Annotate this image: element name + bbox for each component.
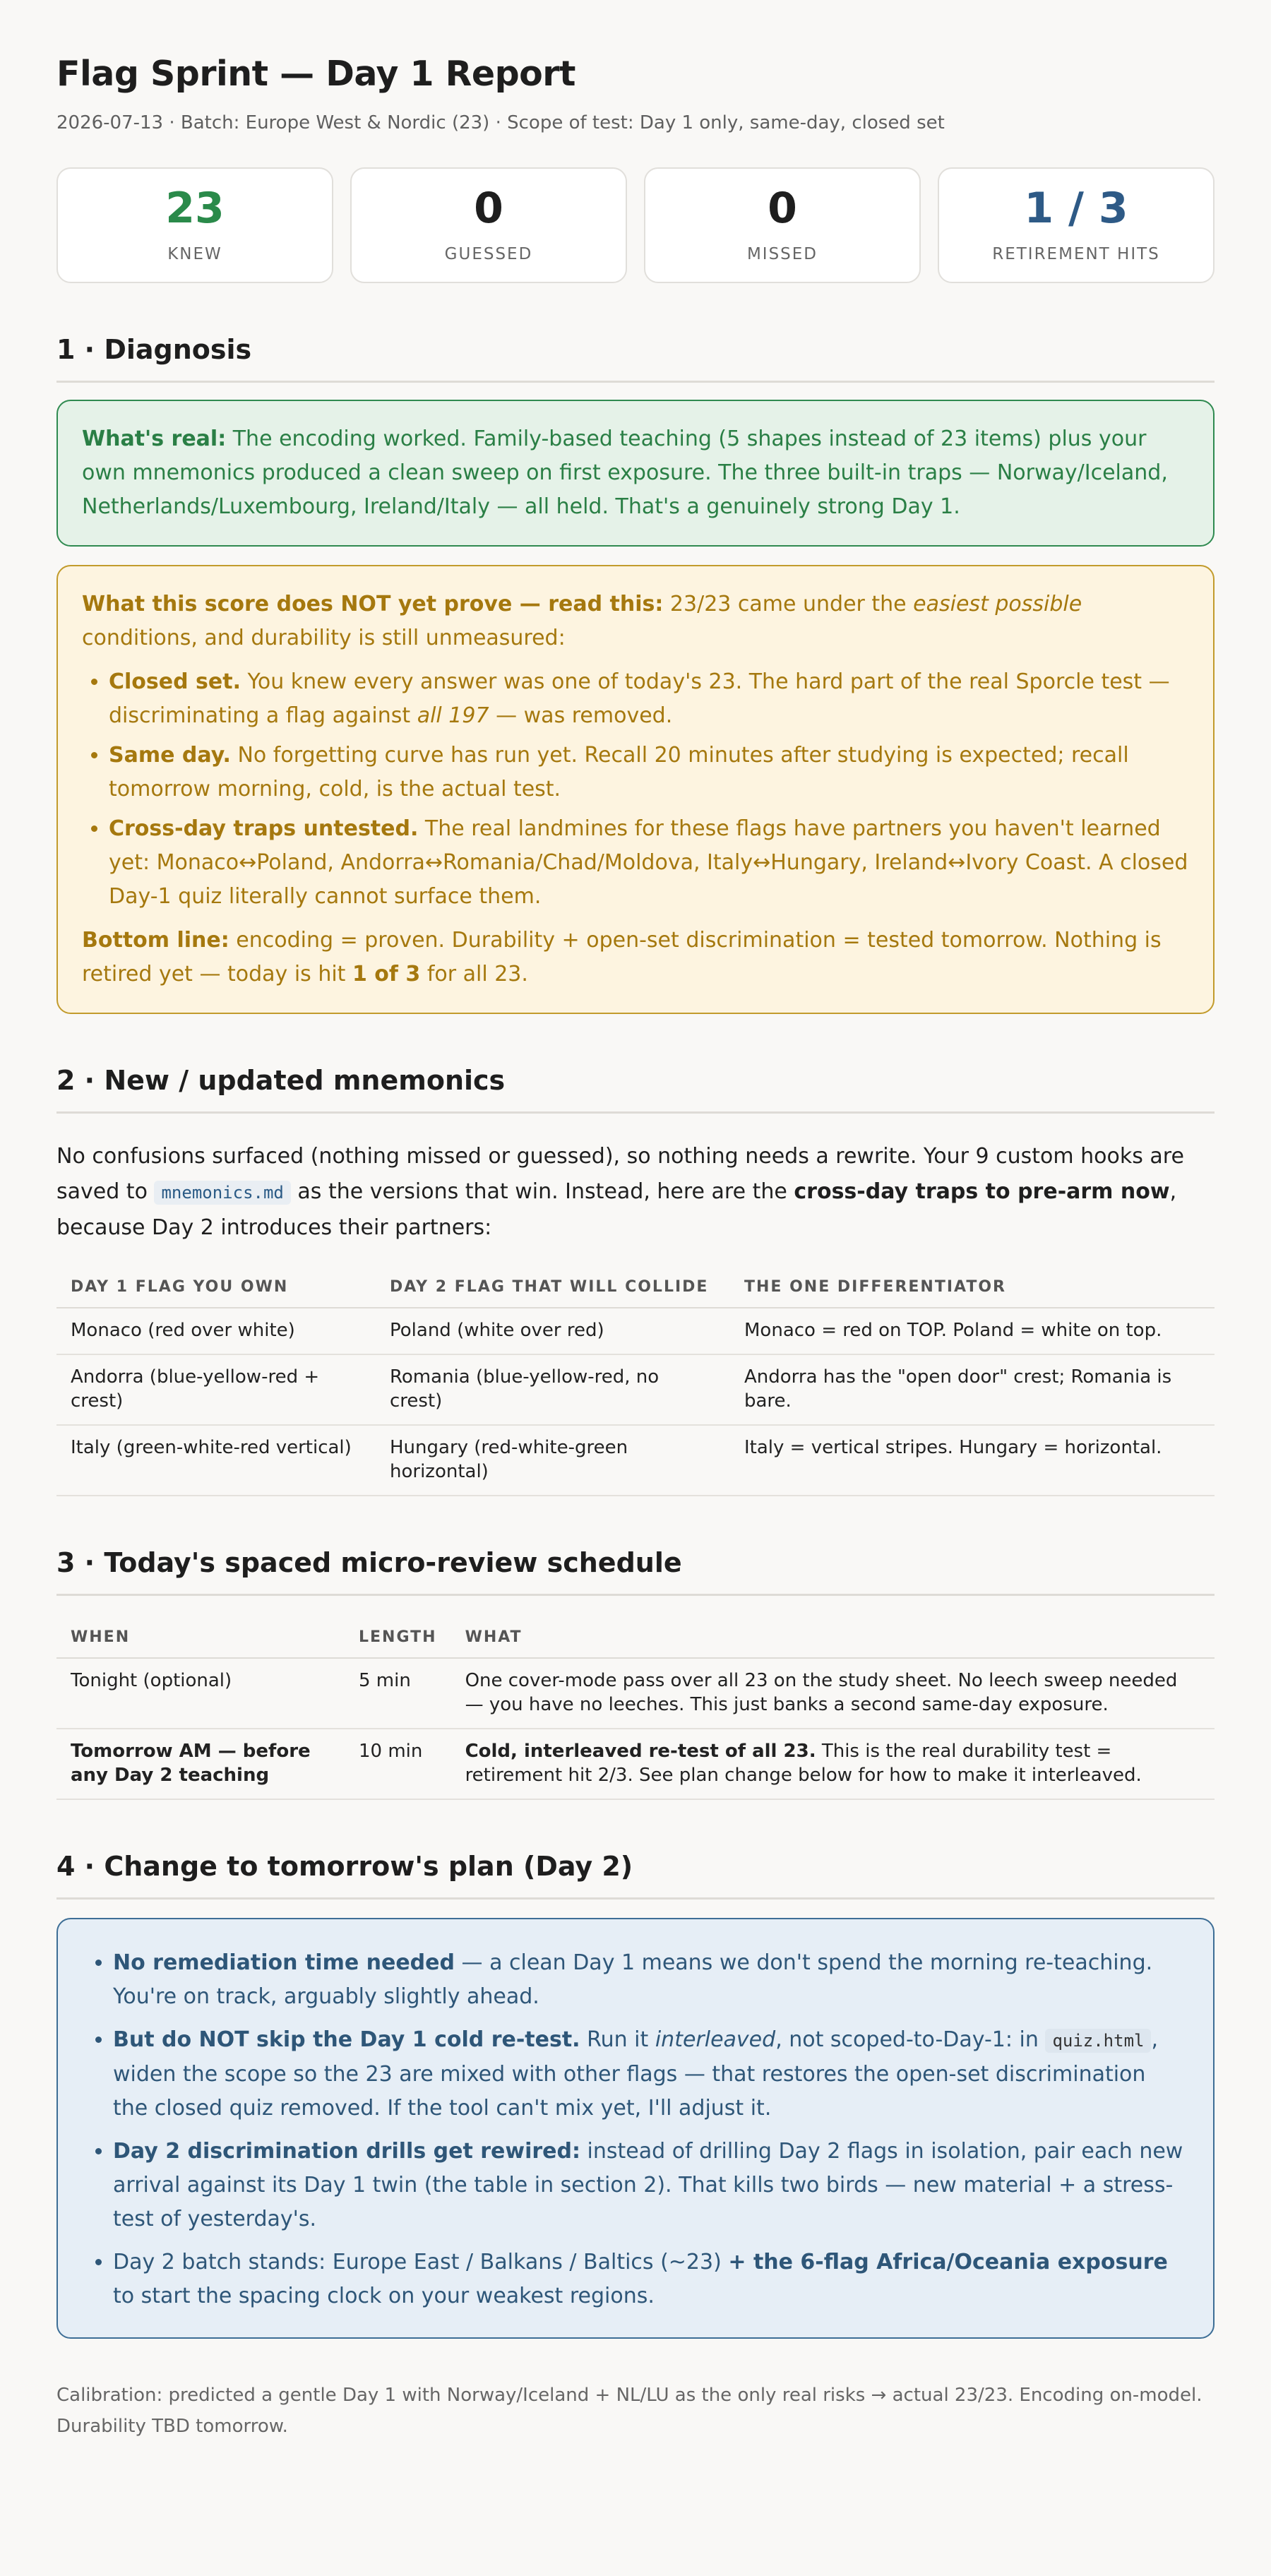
stats-row: [56, 167, 1215, 283]
warning-item-emphasis: all 197: [417, 703, 489, 728]
plan-item-label: But do NOT skip the Day 1 cold re-test.: [113, 2027, 580, 2052]
plan-list: [113, 1946, 1185, 2313]
section-mnemonics-title: 2 · New / updated mnemonics: [56, 1065, 506, 1096]
plan-item-cold-retest: [113, 2023, 1185, 2125]
stat-label-missed: MISSED: [746, 245, 818, 263]
warning-emphasis: easiest possible: [913, 592, 1082, 616]
table-row: [56, 1658, 1215, 1729]
table-cell: 10 min: [345, 1729, 451, 1799]
plan-item-label: Day 2 discrimination drills get rewired:: [113, 2139, 580, 2164]
plan-item-emphasis: + the 6-flag Africa/Oceania exposure: [728, 2250, 1168, 2274]
table-cell: [451, 1729, 1215, 1799]
column-header: LENGTH: [345, 1617, 451, 1658]
cross-day-traps-table: [56, 1267, 1215, 1496]
warning-item-text: No forgetting curve has run yet. Recall 20 minutes after studying is expected; recall tomorrow morning, cold, is the actual test.: [109, 743, 1129, 801]
stat-label-retirement: RETIREMENT HITS: [992, 245, 1160, 263]
plan-item-text: , not scoped-to-Day-1: in: [775, 2027, 1039, 2052]
plan-item-text: Day 2 batch stands: Europe East / Balkans / Baltics (~23): [113, 2250, 722, 2274]
table-cell: 5 min: [345, 1658, 451, 1729]
plan-item-batch: [113, 2246, 1185, 2313]
plan-file-name: quiz.html: [1045, 2029, 1151, 2053]
mnemonics-intro-text: No confusions surfaced (nothing missed or guessed), so nothing needs a rewrite. Your 9 custom hooks are saved to: [56, 1144, 1184, 1204]
column-header: DAY 2 FLAG THAT WILL COLLIDE: [376, 1267, 730, 1308]
warning-item-label: Same day.: [109, 743, 231, 768]
section-plan-head: [56, 1851, 1215, 1900]
table-cell: Romania (blue-yellow-red, no crest): [376, 1354, 730, 1425]
page-title: Flag Sprint — Day 1 Report: [56, 54, 575, 94]
plan-item-text: — a clean Day 1 means we don't spend the morning re-teaching. You're on track, arguably slightly ahead.: [113, 1950, 1153, 2009]
table-cell: Andorra has the "open door" crest; Romania is bare.: [730, 1354, 1215, 1425]
mnemonics-intro-text: as the versions that win. Instead, here are the: [297, 1179, 787, 1204]
stat-card-guessed: [350, 167, 627, 283]
mnemonics-intro-emphasis: cross-day traps to pre-arm now: [794, 1179, 1170, 1204]
plan-item-text: Run it: [587, 2027, 649, 2052]
bottom-line: [82, 924, 1189, 991]
stat-value-guessed: 0: [474, 184, 503, 233]
page-subtitle: 2026-07-13 · Batch: Europe West & Nordic (23) · Scope of test: Day 1 only, same-day, closed set: [56, 112, 945, 133]
warning-item-text: The real landmines for these flags have partners you haven't learned yet: Monaco↔Poland, Andorra↔Romania/Chad/Moldova, Italy↔Hungary, Ireland↔Ivory Coast. A closed Day-1 quiz literally cannot surface them.: [109, 816, 1188, 909]
callout-warning: [56, 565, 1215, 1014]
table-cell: Italy (green-white-red vertical): [56, 1425, 376, 1496]
warning-item-closed-set: [109, 665, 1189, 733]
table-cell: Italy = vertical stripes. Hungary = horizontal.: [730, 1425, 1215, 1496]
bottom-line-label: Bottom line:: [82, 928, 229, 953]
calibration-note: Calibration: predicted a gentle Day 1 with Norway/Iceland + NL/LU as the only real risks → actual 23/23. Encoding on-model. Durability TBD tomorrow.: [56, 2385, 1203, 2437]
plan-item-no-remediation: [113, 1946, 1185, 2014]
callout-real-text: The encoding worked. Family-based teaching (5 shapes instead of 23 items) plus your own mnemonics produced a clean sweep on first exposure. The three built-in traps — Norway/Iceland, Netherlands/Luxembourg, Ireland/Italy — all held. That's a genuinely strong Day 1.: [82, 427, 1168, 519]
warning-text-a: 23/23 came under the: [669, 592, 907, 616]
table-header-row: [56, 1267, 1215, 1308]
table-cell: Poland (white over red): [376, 1308, 730, 1354]
plan-item-label: No remediation time needed: [113, 1950, 455, 1975]
section-mnemonics-head: [56, 1065, 1215, 1114]
stat-card-missed: [644, 167, 921, 283]
warning-label: What this score does NOT yet prove — read this:: [82, 592, 664, 616]
column-header: WHAT: [451, 1617, 1215, 1658]
table-cell: Monaco (red over white): [56, 1308, 376, 1354]
warning-item-label: Cross-day traps untested.: [109, 816, 419, 841]
table-header-row: [56, 1617, 1215, 1658]
section-diagnosis-head: [56, 334, 1215, 383]
plan-callout: [56, 1918, 1215, 2339]
table-cell-bold: Tomorrow AM — before any Day 2 teaching: [71, 1741, 311, 1786]
mnemonics-intro-text: , because Day 2 introduces their partners:: [56, 1179, 1177, 1240]
table-row: [56, 1729, 1215, 1799]
bottom-line-text: for all 23.: [426, 962, 528, 986]
table-cell: Hungary (red-white-green horizontal): [376, 1425, 730, 1496]
mnemonics-intro: [56, 1139, 1215, 1246]
plan-item-text: to start the spacing clock on your weakest regions.: [113, 2284, 655, 2308]
bottom-line-emphasis: 1 of 3: [352, 962, 421, 986]
warning-item-cross-day: [109, 812, 1189, 914]
section-schedule-head: [56, 1547, 1215, 1596]
table-cell: One cover-mode pass over all 23 on the study sheet. No leech sweep needed — you have no leeches. This just banks a second same-day exposure.: [451, 1658, 1215, 1729]
stat-value-missed: 0: [768, 184, 797, 233]
table-cell-bold: Cold, interleaved re-test of all 23.: [465, 1741, 816, 1762]
warning-list: [109, 665, 1189, 914]
callout-real-label: What's real:: [82, 427, 227, 451]
callout-whats-real: [56, 400, 1215, 547]
column-header: DAY 1 FLAG YOU OWN: [56, 1267, 376, 1308]
column-header: THE ONE DIFFERENTIATOR: [730, 1267, 1215, 1308]
warning-item-text: — was removed.: [496, 703, 673, 728]
stat-label-guessed: GUESSED: [444, 245, 533, 263]
table-cell: Andorra (blue-yellow-red + crest): [56, 1354, 376, 1425]
plan-item-text: , widen the scope so the 23 are mixed with other flags — that restores the open-set discrimination the closed quiz removed. If the tool can't mix yet, I'll adjust it.: [113, 2027, 1159, 2121]
section-schedule-title: 3 · Today's spaced micro-review schedule: [56, 1547, 682, 1578]
table-cell-text: This is the real durability test = retirement hit 2/3. See plan change below for how to make it interleaved.: [465, 1741, 1142, 1786]
bottom-line-text: encoding = proven. Durability + open-set discrimination = tested tomorrow. Nothing is retired yet — today is hit: [82, 928, 1162, 986]
stat-card-knew: [56, 167, 333, 283]
warning-text-b: conditions, and durability is still unmeasured:: [82, 626, 566, 650]
stat-value-retirement: 1 / 3: [1024, 184, 1128, 233]
table-cell: Tonight (optional): [56, 1658, 345, 1729]
table-cell: Monaco = red on TOP. Poland = white on top.: [730, 1308, 1215, 1354]
mnemonics-file-name: mnemonics.md: [154, 1181, 290, 1205]
stat-label-knew: KNEW: [167, 245, 222, 263]
plan-item-text: instead of drilling Day 2 flags in isolation, pair each new arrival against its Day 1 twin (the table in section 2). That kills two birds — new material + a stress-test of yesterday's.: [113, 2139, 1183, 2231]
section-diagnosis-title: 1 · Diagnosis: [56, 334, 252, 365]
section-plan-title: 4 · Change to tomorrow's plan (Day 2): [56, 1851, 633, 1882]
stat-value-knew: 23: [165, 184, 225, 233]
table-row: [56, 1308, 1215, 1354]
warning-item-label: Closed set.: [109, 669, 241, 694]
plan-item-drills: [113, 2135, 1185, 2236]
table-row: [56, 1425, 1215, 1496]
schedule-table: [56, 1617, 1215, 1800]
warning-item-same-day: [109, 739, 1189, 806]
table-cell: [56, 1729, 345, 1799]
plan-item-emphasis: interleaved: [655, 2027, 776, 2052]
table-row: [56, 1354, 1215, 1425]
warning-item-text: You knew every answer was one of today's 23. The hard part of the real Sporcle test — discriminating a flag against: [109, 669, 1170, 728]
stat-card-retirement: [938, 167, 1215, 283]
column-header: WHEN: [56, 1617, 345, 1658]
